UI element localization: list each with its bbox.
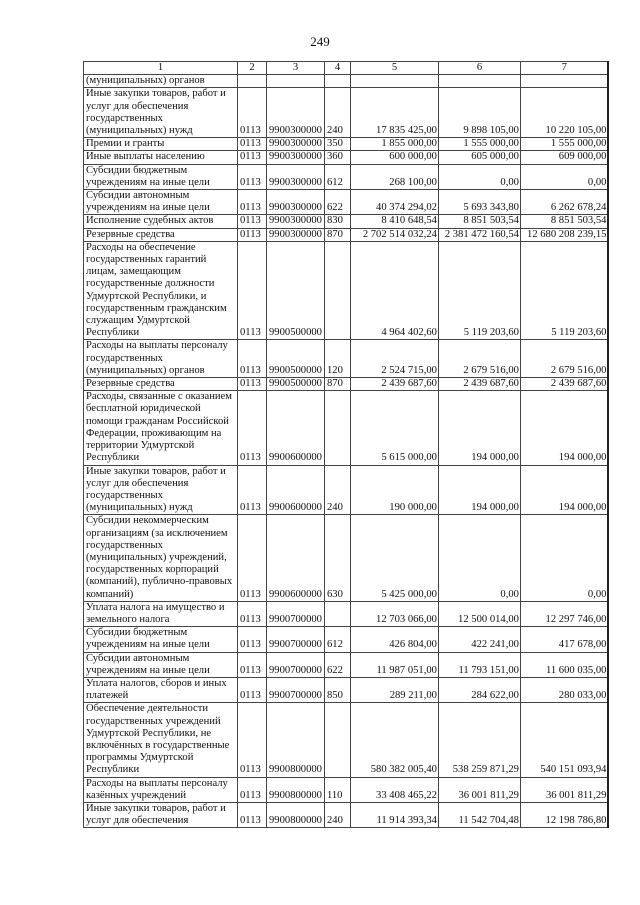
amount-col-5: 190 000,00 (350, 465, 438, 515)
expense-name: Расходы на выплаты персоналу казённых учреждений (84, 777, 238, 802)
amount-col-5: 1 855 000,00 (350, 138, 438, 151)
section-code: 0113 (238, 241, 267, 340)
target-article-code: 9900300000 (267, 88, 325, 138)
expense-name: (муниципальных) органов (84, 75, 238, 88)
amount-col-5: 11 987 051,00 (350, 652, 438, 677)
section-code: 0113 (238, 777, 267, 802)
expense-type-code: 240 (324, 88, 350, 138)
expense-type-code: 850 (324, 677, 350, 702)
amount-col-5: 5 425 000,00 (350, 515, 438, 601)
amount-col-6: 1 555 000,00 (438, 138, 520, 151)
section-code: 0113 (238, 802, 267, 827)
expense-type-code (324, 601, 350, 626)
amount-col-5: 600 000,00 (350, 151, 438, 164)
amount-col-6 (438, 75, 520, 88)
table-row (84, 228, 609, 241)
page-number: 249 (310, 34, 330, 49)
expense-type-code: 240 (324, 465, 350, 515)
expense-name: Иные выплаты населению (84, 151, 238, 164)
amount-col-7: 12 297 746,00 (520, 601, 608, 626)
expense-type-code: 612 (324, 164, 350, 189)
target-article-code: 9900700000 (267, 652, 325, 677)
table-row (84, 601, 609, 626)
amount-col-6: 538 259 871,29 (438, 703, 520, 777)
target-article-code: 9900300000 (267, 215, 325, 228)
section-code: 0113 (238, 228, 267, 241)
target-article-code: 9900500000 (267, 340, 325, 378)
amount-col-7: 2 439 687,60 (520, 378, 608, 391)
amount-col-7: 0,00 (520, 164, 608, 189)
expense-name: Иные закупки товаров, работ и услуг для обеспечения государственных (муниципальных) нужд (84, 88, 238, 138)
amount-col-5: 40 374 294,02 (350, 190, 438, 215)
expense-name: Уплата налога на имущество и земельного налога (84, 601, 238, 626)
amount-col-6: 605 000,00 (438, 151, 520, 164)
table-row (84, 88, 609, 138)
expense-name: Субсидии бюджетным учреждениям на иные цели (84, 627, 238, 652)
amount-col-5: 4 964 402,60 (350, 241, 438, 340)
header-col-7: 7 (520, 62, 608, 75)
section-code: 0113 (238, 652, 267, 677)
amount-col-5: 268 100,00 (350, 164, 438, 189)
target-article-code: 9900800000 (267, 703, 325, 777)
amount-col-6: 2 439 687,60 (438, 378, 520, 391)
table-row (84, 340, 609, 378)
amount-col-5: 17 835 425,00 (350, 88, 438, 138)
amount-col-6: 0,00 (438, 164, 520, 189)
expense-name: Резервные средства (84, 228, 238, 241)
target-article-code: 9900600000 (267, 465, 325, 515)
amount-col-6: 5 119 203,60 (438, 241, 520, 340)
table-row (84, 627, 609, 652)
target-article-code: 9900700000 (267, 627, 325, 652)
budget-table (83, 61, 609, 828)
amount-col-7: 194 000,00 (520, 465, 608, 515)
section-code: 0113 (238, 340, 267, 378)
amount-col-7: 280 033,00 (520, 677, 608, 702)
amount-col-7: 194 000,00 (520, 391, 608, 465)
amount-col-7: 8 851 503,54 (520, 215, 608, 228)
amount-col-5 (350, 75, 438, 88)
amount-col-7: 5 119 203,60 (520, 241, 608, 340)
section-code: 0113 (238, 703, 267, 777)
section-code: 0113 (238, 151, 267, 164)
amount-col-7: 12 198 786,80 (520, 802, 608, 827)
target-article-code: 9900600000 (267, 391, 325, 465)
expense-type-code: 350 (324, 138, 350, 151)
amount-col-5: 426 804,00 (350, 627, 438, 652)
section-code: 0113 (238, 465, 267, 515)
expense-name: Исполнение судебных актов (84, 215, 238, 228)
expense-name: Расходы, связанные с оказанием бесплатной юридической помощи гражданам Российской Федерации, проживающим на территории Удмуртской Республики (84, 391, 238, 465)
table-row (84, 802, 609, 827)
amount-col-7: 11 600 035,00 (520, 652, 608, 677)
amount-col-7: 10 220 105,00 (520, 88, 608, 138)
target-article-code: 9900300000 (267, 151, 325, 164)
amount-col-7: 540 151 093,94 (520, 703, 608, 777)
amount-col-5: 33 408 465,22 (350, 777, 438, 802)
expense-type-code: 612 (324, 627, 350, 652)
header-col-3: 3 (267, 62, 325, 75)
section-code: 0113 (238, 627, 267, 652)
amount-col-6: 2 381 472 160,54 (438, 228, 520, 241)
expense-type-code: 120 (324, 340, 350, 378)
amount-col-5: 2 702 514 032,24 (350, 228, 438, 241)
expense-type-code (324, 391, 350, 465)
table-row (84, 515, 609, 601)
expense-name: Субсидии некоммерческим организациям (за исключением государственных (муниципальных) учреждений, государственных корпораций (компаний), публично-правовых компаний) (84, 515, 238, 601)
amount-col-5: 2 439 687,60 (350, 378, 438, 391)
expense-type-code: 110 (324, 777, 350, 802)
table-row (84, 190, 609, 215)
target-article-code: 9900500000 (267, 241, 325, 340)
section-code: 0113 (238, 391, 267, 465)
expense-name: Уплата налогов, сборов и иных платежей (84, 677, 238, 702)
target-article-code: 9900300000 (267, 138, 325, 151)
amount-col-7: 6 262 678,24 (520, 190, 608, 215)
amount-col-7 (520, 75, 608, 88)
target-article-code: 9900800000 (267, 777, 325, 802)
target-article-code (267, 75, 325, 88)
amount-col-6: 0,00 (438, 515, 520, 601)
amount-col-5: 8 410 648,54 (350, 215, 438, 228)
table-row (84, 241, 609, 340)
amount-col-6: 194 000,00 (438, 465, 520, 515)
amount-col-7: 36 001 811,29 (520, 777, 608, 802)
amount-col-7: 2 679 516,00 (520, 340, 608, 378)
amount-col-6: 36 001 811,29 (438, 777, 520, 802)
amount-col-6: 2 679 516,00 (438, 340, 520, 378)
section-code: 0113 (238, 215, 267, 228)
table-row (84, 378, 609, 391)
expense-type-code (324, 703, 350, 777)
amount-col-5: 5 615 000,00 (350, 391, 438, 465)
section-code (238, 75, 267, 88)
table-row (84, 75, 609, 88)
amount-col-5: 11 914 393,34 (350, 802, 438, 827)
amount-col-5: 580 382 005,40 (350, 703, 438, 777)
header-col-5: 5 (350, 62, 438, 75)
header-col-2: 2 (238, 62, 267, 75)
amount-col-6: 422 241,00 (438, 627, 520, 652)
expense-name: Расходы на обеспечение государственных гарантий лицам, замещающим государственные должности Удмуртской Республики, и государственным гражданским служащим Удмуртской Республики (84, 241, 238, 340)
header-col-1: 1 (84, 62, 238, 75)
amount-col-7: 417 678,00 (520, 627, 608, 652)
section-code: 0113 (238, 677, 267, 702)
target-article-code: 9900500000 (267, 378, 325, 391)
amount-col-5: 289 211,00 (350, 677, 438, 702)
amount-col-6: 12 500 014,00 (438, 601, 520, 626)
amount-col-5: 2 524 715,00 (350, 340, 438, 378)
table-row (84, 465, 609, 515)
amount-col-7: 609 000,00 (520, 151, 608, 164)
amount-col-6: 194 000,00 (438, 391, 520, 465)
header-col-6: 6 (438, 62, 520, 75)
section-code: 0113 (238, 164, 267, 189)
target-article-code: 9900300000 (267, 228, 325, 241)
amount-col-7: 1 555 000,00 (520, 138, 608, 151)
section-code: 0113 (238, 138, 267, 151)
expense-name: Субсидии автономным учреждениям на иные цели (84, 652, 238, 677)
expense-name: Расходы на выплаты персоналу государственных (муниципальных) органов (84, 340, 238, 378)
section-code: 0113 (238, 378, 267, 391)
table-row (84, 215, 609, 228)
expense-name: Иные закупки товаров, работ и услуг для обеспечения (84, 802, 238, 827)
section-code: 0113 (238, 601, 267, 626)
expense-type-code: 870 (324, 378, 350, 391)
table-row (84, 777, 609, 802)
amount-col-6: 8 851 503,54 (438, 215, 520, 228)
amount-col-6: 9 898 105,00 (438, 88, 520, 138)
expense-name: Обеспечение деятельности государственных учреждений Удмуртской Республики, не включённых в государственные программы Удмуртской Республики (84, 703, 238, 777)
expense-name: Премии и гранты (84, 138, 238, 151)
amount-col-7: 12 680 208 239,15 (520, 228, 608, 241)
table-row (84, 677, 609, 702)
target-article-code: 9900300000 (267, 164, 325, 189)
header-row (84, 62, 609, 75)
section-code: 0113 (238, 515, 267, 601)
amount-col-7: 0,00 (520, 515, 608, 601)
expense-type-code: 622 (324, 190, 350, 215)
target-article-code: 9900600000 (267, 515, 325, 601)
table-row (84, 164, 609, 189)
section-code: 0113 (238, 88, 267, 138)
expense-type-code: 622 (324, 652, 350, 677)
target-article-code: 9900300000 (267, 190, 325, 215)
expense-type-code: 360 (324, 151, 350, 164)
amount-col-5: 12 703 066,00 (350, 601, 438, 626)
expense-name: Субсидии автономным учреждениям на иные цели (84, 190, 238, 215)
amount-col-6: 5 693 343,80 (438, 190, 520, 215)
header-col-4: 4 (324, 62, 350, 75)
expense-type-code (324, 75, 350, 88)
expense-name: Субсидии бюджетным учреждениям на иные цели (84, 164, 238, 189)
amount-col-6: 11 542 704,48 (438, 802, 520, 827)
expense-name: Резервные средства (84, 378, 238, 391)
section-code: 0113 (238, 190, 267, 215)
target-article-code: 9900700000 (267, 677, 325, 702)
table-row (84, 652, 609, 677)
amount-col-6: 11 793 151,00 (438, 652, 520, 677)
table-row (84, 138, 609, 151)
table-row (84, 703, 609, 777)
target-article-code: 9900700000 (267, 601, 325, 626)
expense-type-code: 830 (324, 215, 350, 228)
expense-type-code: 870 (324, 228, 350, 241)
amount-col-6: 284 622,00 (438, 677, 520, 702)
expense-name: Иные закупки товаров, работ и услуг для обеспечения государственных (муниципальных) нужд (84, 465, 238, 515)
target-article-code: 9900800000 (267, 802, 325, 827)
expense-type-code (324, 241, 350, 340)
table-row (84, 391, 609, 465)
expense-type-code: 240 (324, 802, 350, 827)
expense-type-code: 630 (324, 515, 350, 601)
table-row (84, 151, 609, 164)
